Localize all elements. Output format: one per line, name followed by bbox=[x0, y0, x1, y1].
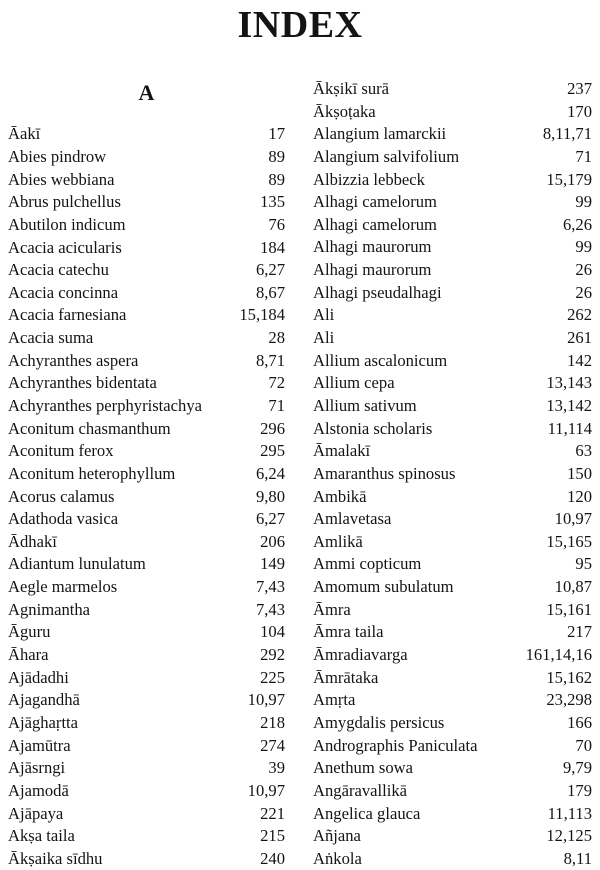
entry-page-numbers: 71 bbox=[575, 146, 592, 166]
index-entry bbox=[313, 689, 592, 712]
index-entry bbox=[313, 191, 592, 214]
index-entry bbox=[8, 553, 285, 576]
index-entry bbox=[313, 757, 592, 780]
index-entry bbox=[8, 282, 285, 305]
entry-term: Āmra taila bbox=[313, 622, 384, 642]
entry-page-numbers: 6,27 bbox=[255, 260, 285, 280]
entry-page-numbers: 184 bbox=[260, 237, 285, 257]
section-heading bbox=[8, 78, 285, 123]
entry-page-numbers: 10,97 bbox=[554, 509, 592, 529]
entry-term: Acacia catechu bbox=[8, 260, 109, 280]
entry-page-numbers: 170 bbox=[567, 101, 592, 121]
entry-term: Allium ascalonicum bbox=[313, 350, 448, 370]
index-entry bbox=[313, 304, 592, 327]
entry-page-numbers: 296 bbox=[260, 418, 285, 438]
index-entry bbox=[313, 712, 592, 735]
entry-page-numbers: 225 bbox=[260, 667, 285, 687]
index-entry bbox=[8, 395, 285, 418]
index-entry bbox=[8, 418, 285, 441]
entry-page-numbers: 9,79 bbox=[562, 758, 592, 778]
index-entry bbox=[8, 712, 285, 735]
entry-page-numbers: 89 bbox=[268, 169, 285, 189]
index-entry bbox=[313, 123, 592, 146]
entry-page-numbers: 150 bbox=[567, 463, 592, 483]
index-entry bbox=[8, 259, 285, 282]
entry-term: Alhagi camelorum bbox=[313, 214, 437, 234]
entry-term: Abutilon indicum bbox=[8, 214, 126, 234]
entry-term: Ajamūtra bbox=[8, 735, 71, 755]
entry-term: Angāravallikā bbox=[313, 780, 407, 800]
entry-term: Andrographis Paniculata bbox=[313, 735, 478, 755]
index-entry bbox=[313, 146, 592, 169]
entry-term: Abies pindrow bbox=[8, 146, 107, 166]
index-entry bbox=[8, 327, 285, 350]
entry-term: Albizzia lebbeck bbox=[313, 169, 425, 189]
entry-term: Ajāsrngi bbox=[8, 758, 66, 778]
entry-page-numbers: 218 bbox=[260, 712, 285, 732]
index-entry bbox=[313, 531, 592, 554]
entry-term: Achyranthes bidentata bbox=[8, 373, 157, 393]
index-entry bbox=[8, 508, 285, 531]
entry-page-numbers: 8,71 bbox=[255, 350, 285, 370]
entry-term: Adathoda vasica bbox=[8, 509, 119, 529]
index-entry bbox=[8, 463, 285, 486]
entry-page-numbers: 104 bbox=[260, 622, 285, 642]
entry-page-numbers: 7,43 bbox=[255, 577, 285, 597]
entry-page-numbers: 6,27 bbox=[255, 509, 285, 529]
entry-page-numbers: 99 bbox=[575, 237, 592, 257]
entry-page-numbers: 26 bbox=[575, 260, 592, 280]
entry-term: Ajādadhi bbox=[8, 667, 69, 687]
index-entry bbox=[313, 78, 592, 101]
index-entry bbox=[313, 101, 592, 124]
entry-term: Alstonia scholaris bbox=[313, 418, 433, 438]
entry-page-numbers: 11,113 bbox=[547, 803, 592, 823]
entry-page-numbers: 135 bbox=[260, 192, 285, 212]
entry-page-numbers: 120 bbox=[567, 486, 592, 506]
entry-term: Amaranthus spinosus bbox=[313, 463, 456, 483]
entry-term: Āakī bbox=[8, 124, 41, 144]
entry-term: Ākṣaika sīdhu bbox=[8, 848, 103, 868]
index-entry bbox=[8, 825, 285, 848]
entry-term: Adiantum lunulatum bbox=[8, 554, 146, 574]
entry-page-numbers: 149 bbox=[260, 554, 285, 574]
index-entry bbox=[313, 667, 592, 690]
entry-page-numbers: 9,80 bbox=[255, 486, 285, 506]
entry-term: Āmradiavarga bbox=[313, 645, 408, 665]
entry-page-numbers: 28 bbox=[268, 328, 285, 348]
entry-term: Achyranthes perphyristachya bbox=[8, 395, 202, 415]
entry-page-numbers: 72 bbox=[268, 373, 285, 393]
entry-term: Alhagi maurorum bbox=[313, 260, 432, 280]
index-entry bbox=[8, 214, 285, 237]
entry-page-numbers: 295 bbox=[260, 441, 285, 461]
entry-page-numbers: 10,87 bbox=[554, 577, 592, 597]
entry-term: Allium cepa bbox=[313, 373, 395, 393]
entry-term: Añjana bbox=[313, 826, 361, 846]
entry-page-numbers: 10,97 bbox=[247, 690, 285, 710]
index-entry bbox=[313, 350, 592, 373]
entry-page-numbers: 15,161 bbox=[546, 599, 592, 619]
entry-term: Abies webbiana bbox=[8, 169, 115, 189]
entry-term: Āguru bbox=[8, 622, 51, 642]
entry-term: Amlavetasa bbox=[313, 509, 392, 529]
index-entry bbox=[8, 576, 285, 599]
entry-term: Ajamodā bbox=[8, 780, 69, 800]
entry-page-numbers: 15,179 bbox=[546, 169, 592, 189]
entry-term: Aṅkola bbox=[313, 848, 362, 868]
index-entry bbox=[313, 236, 592, 259]
index-entry bbox=[313, 644, 592, 667]
entry-term: Achyranthes aspera bbox=[8, 350, 139, 370]
index-entry bbox=[8, 146, 285, 169]
index-entry bbox=[313, 621, 592, 644]
index-entry bbox=[8, 599, 285, 622]
index-entry bbox=[8, 531, 285, 554]
entry-term: Alhagi camelorum bbox=[313, 192, 437, 212]
entry-page-numbers: 26 bbox=[575, 282, 592, 302]
index-entry bbox=[313, 418, 592, 441]
index-entry bbox=[313, 486, 592, 509]
entry-page-numbers: 8,11,71 bbox=[542, 124, 592, 144]
index-entry bbox=[313, 576, 592, 599]
entry-page-numbers: 95 bbox=[575, 554, 592, 574]
entry-page-numbers: 13,143 bbox=[546, 373, 592, 393]
index-entry bbox=[313, 508, 592, 531]
entry-page-numbers: 15,162 bbox=[546, 667, 592, 687]
index-entry bbox=[313, 553, 592, 576]
entry-term: Ākṣikī surā bbox=[313, 79, 390, 98]
index-entry bbox=[313, 803, 592, 826]
index-entry bbox=[313, 259, 592, 282]
entry-term: Aconitum ferox bbox=[8, 441, 114, 461]
entry-term: Angelica glauca bbox=[313, 803, 421, 823]
index-entry bbox=[8, 735, 285, 758]
index-entry bbox=[8, 486, 285, 509]
entry-page-numbers: 262 bbox=[567, 305, 592, 325]
entry-term: Aconitum chasmanthum bbox=[8, 418, 171, 438]
index-entry bbox=[8, 644, 285, 667]
index-entry bbox=[8, 350, 285, 373]
index-entry bbox=[8, 191, 285, 214]
entry-term: Allium sativum bbox=[313, 395, 417, 415]
entry-page-numbers: 166 bbox=[567, 712, 592, 732]
entry-page-numbers: 63 bbox=[575, 441, 592, 461]
entry-term: Anethum sowa bbox=[313, 758, 414, 778]
index-entry bbox=[313, 169, 592, 192]
entry-page-numbers: 10,97 bbox=[247, 780, 285, 800]
index-entry bbox=[313, 599, 592, 622]
entry-term: Ambikā bbox=[313, 486, 367, 506]
entry-term: Ādhakī bbox=[8, 531, 57, 551]
index-entry bbox=[313, 327, 592, 350]
page-title: INDEX bbox=[237, 4, 363, 46]
entry-page-numbers: 237 bbox=[567, 79, 592, 98]
entry-page-numbers: 240 bbox=[260, 848, 285, 868]
entry-term: Amygdalis persicus bbox=[313, 712, 445, 732]
entry-page-numbers: 15,165 bbox=[546, 531, 592, 551]
index-entry bbox=[313, 825, 592, 848]
entry-term: Ammi copticum bbox=[313, 554, 422, 574]
entry-page-numbers: 11,114 bbox=[547, 418, 592, 438]
entry-page-numbers: 99 bbox=[575, 192, 592, 212]
entry-term: Āhara bbox=[8, 645, 49, 665]
entry-term: Ali bbox=[313, 305, 335, 325]
entry-term: Acorus calamus bbox=[8, 486, 115, 506]
entry-page-numbers: 12,125 bbox=[546, 826, 592, 846]
entry-term: Acacia concinna bbox=[8, 282, 119, 302]
entry-page-numbers: 221 bbox=[260, 803, 285, 823]
entry-term: Alhagi pseudalhagi bbox=[313, 282, 442, 302]
index-entry bbox=[8, 689, 285, 712]
entry-term: Alhagi maurorum bbox=[313, 237, 432, 257]
entry-term: Ajāpaya bbox=[8, 803, 64, 823]
entry-page-numbers: 206 bbox=[260, 531, 285, 551]
entry-page-numbers: 15,184 bbox=[239, 305, 285, 325]
entry-page-numbers: 217 bbox=[567, 622, 592, 642]
section-letter: A bbox=[138, 80, 155, 105]
entry-page-numbers: 17 bbox=[268, 124, 285, 144]
entry-page-numbers: 161,14,16 bbox=[525, 645, 592, 665]
index-entry bbox=[313, 282, 592, 305]
index-entry bbox=[8, 621, 285, 644]
entry-page-numbers: 70 bbox=[575, 735, 592, 755]
entry-term: Ajāghaṛtta bbox=[8, 712, 79, 732]
entry-page-numbers: 13,142 bbox=[546, 395, 592, 415]
index-entry bbox=[8, 803, 285, 826]
index-entry bbox=[8, 757, 285, 780]
entry-term: Ali bbox=[313, 328, 335, 348]
entry-term: Aegle marmelos bbox=[8, 577, 118, 597]
index-column-left bbox=[8, 78, 285, 870]
entry-term: Agnimantha bbox=[8, 599, 91, 619]
entry-term: Āmra bbox=[313, 599, 351, 619]
entry-page-numbers: 6,24 bbox=[255, 463, 285, 483]
entry-term: Abrus pulchellus bbox=[8, 192, 121, 212]
entry-term: Amṛta bbox=[313, 690, 356, 710]
entry-term: Alangium lamarckii bbox=[313, 124, 447, 144]
entry-term: Amomum subulatum bbox=[313, 577, 454, 597]
index-entry bbox=[8, 667, 285, 690]
index-entry bbox=[313, 735, 592, 758]
entry-page-numbers: 71 bbox=[268, 395, 285, 415]
entry-page-numbers: 274 bbox=[260, 735, 285, 755]
entry-term: Ajagandhā bbox=[8, 690, 80, 710]
entry-term: Aconitum heterophyllum bbox=[8, 463, 176, 483]
index-entry bbox=[313, 440, 592, 463]
entry-term: Acacia farnesiana bbox=[8, 305, 127, 325]
index-entry bbox=[8, 440, 285, 463]
entry-page-numbers: 292 bbox=[260, 645, 285, 665]
entry-term: Alangium salvifolium bbox=[313, 146, 460, 166]
entry-term: Amlikā bbox=[313, 531, 363, 551]
entry-page-numbers: 8,67 bbox=[255, 282, 285, 302]
index-entry bbox=[8, 304, 285, 327]
index-entry bbox=[313, 780, 592, 803]
entry-page-numbers: 76 bbox=[268, 214, 285, 234]
index-entry bbox=[313, 372, 592, 395]
entry-term: Āmrātaka bbox=[313, 667, 379, 687]
entry-page-numbers: 89 bbox=[268, 146, 285, 166]
entry-page-numbers: 39 bbox=[268, 758, 285, 778]
index-entry bbox=[8, 169, 285, 192]
entry-page-numbers: 8,11 bbox=[563, 848, 592, 868]
index-entry bbox=[8, 780, 285, 803]
entry-term: Acacia suma bbox=[8, 328, 94, 348]
index-column-right bbox=[313, 78, 592, 870]
entry-page-numbers: 261 bbox=[567, 328, 592, 348]
index-entry bbox=[313, 214, 592, 237]
entry-term: Ākṣoṭaka bbox=[313, 101, 376, 121]
index-entry bbox=[313, 463, 592, 486]
entry-page-numbers: 215 bbox=[260, 826, 285, 846]
entry-page-numbers: 23,298 bbox=[546, 690, 592, 710]
index-entry bbox=[8, 123, 285, 146]
entry-page-numbers: 179 bbox=[567, 780, 592, 800]
entry-term: Akṣa taila bbox=[8, 826, 75, 846]
entry-page-numbers: 6,26 bbox=[562, 214, 592, 234]
index-entry bbox=[8, 372, 285, 395]
index-entry bbox=[8, 237, 285, 260]
entry-page-numbers: 7,43 bbox=[255, 599, 285, 619]
entry-page-numbers: 142 bbox=[567, 350, 592, 370]
entry-term: Āmalakī bbox=[313, 441, 371, 461]
entry-term: Acacia acicularis bbox=[8, 237, 122, 257]
index-entry bbox=[313, 395, 592, 418]
